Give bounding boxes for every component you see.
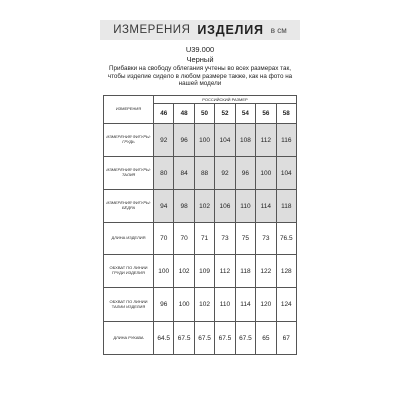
table-cell: 96 [174,124,194,157]
table-cell: 102 [194,190,214,223]
table-cell: 65 [256,322,276,355]
table-row [104,255,297,288]
table-cell: 109 [194,255,214,288]
table-cell: 75 [235,223,255,255]
table-cell: 100 [194,124,214,157]
table-cell: 96 [235,157,255,190]
title-bar [100,20,300,40]
table-cell: 112 [256,124,276,157]
size-header: 58 [276,104,296,124]
table-cell: 67.5 [215,322,235,355]
table-cell: 108 [235,124,255,157]
table-cell: 100 [174,288,194,322]
row-label: ДЛИНА РУКАВА [104,322,154,355]
table-cell: 67.5 [194,322,214,355]
table-cell: 114 [235,288,255,322]
table-cell: 73 [215,223,235,255]
size-header: 50 [194,104,214,124]
table-cell: 124 [276,288,296,322]
table-cell: 92 [215,157,235,190]
table-row [104,190,297,223]
table-cell: 112 [215,255,235,288]
table-cell: 98 [174,190,194,223]
table-cell: 96 [154,288,174,322]
table-cell: 94 [154,190,174,223]
size-header: 54 [235,104,255,124]
table-cell: 70 [154,223,174,255]
table-cell: 120 [256,288,276,322]
size-table [103,95,297,355]
size-header: 52 [215,104,235,124]
table-cell: 64.5 [154,322,174,355]
table-cell: 73 [256,223,276,255]
article-number: U39.000 [185,45,215,54]
color-name: Черный [186,55,214,64]
table-cell: 106 [215,190,235,223]
table-cell: 110 [235,190,255,223]
title-word-garment: ИЗДЕЛИЯ [197,23,264,37]
row-label: ДЛИНА ИЗДЕЛИЯ [104,223,154,255]
table-cell: 71 [194,223,214,255]
table-cell: 104 [215,124,235,157]
table-cell: 102 [174,255,194,288]
size-header: 46 [154,104,174,124]
table-cell: 114 [256,190,276,223]
row-label: ОБХВАТ ПО ЛИНИИ ГРУДИ ИЗДЕЛИЯ [104,255,154,288]
table-row [104,124,297,157]
table-cell: 84 [174,157,194,190]
size-header: 48 [174,104,194,124]
table-cell: 118 [235,255,255,288]
table-cell: 100 [154,255,174,288]
title-unit: в см [270,25,287,35]
row-label: ОБХВАТ ПО ЛИНИИ ТАЛИИ ИЗДЕЛИЯ [104,288,154,322]
table-row [104,288,297,322]
table-row [104,223,297,255]
title-word-measurements: ИЗМЕРЕНИЯ [113,24,191,36]
table-cell: 116 [276,124,296,157]
table-header-row [104,96,297,104]
table-cell: 92 [154,124,174,157]
table-cell: 67 [276,322,296,355]
row-label: ИЗМЕРЕНИЯ ФИГУРЫ: ТАЛИЯ [104,157,154,190]
table-cell: 80 [154,157,174,190]
fit-note: Прибавки на свободу облегания учтены во всех размерах так, чтобы изделие сидело в любом размере также, как на фото на нашей модели [107,65,293,88]
size-header: 56 [256,104,276,124]
table-row [104,157,297,190]
table-cell: 104 [276,157,296,190]
table-row [104,322,297,355]
size-caption: РОССИЙСКИЙ РАЗМЕР [154,96,297,104]
table-cell: 70 [174,223,194,255]
table-cell: 67.5 [235,322,255,355]
table-cell: 76.5 [276,223,296,255]
table-cell: 102 [194,288,214,322]
table-cell: 100 [256,157,276,190]
corner-label: ИЗМЕРЕНИЯ [104,96,154,124]
table-cell: 128 [276,255,296,288]
table-cell: 122 [256,255,276,288]
table-cell: 110 [215,288,235,322]
row-label: ИЗМЕРЕНИЯ ФИГУРЫ: БЁДРА [104,190,154,223]
table-cell: 67.5 [174,322,194,355]
row-label: ИЗМЕРЕНИЯ ФИГУРЫ: ГРУДЬ [104,124,154,157]
table-cell: 88 [194,157,214,190]
table-cell: 118 [276,190,296,223]
